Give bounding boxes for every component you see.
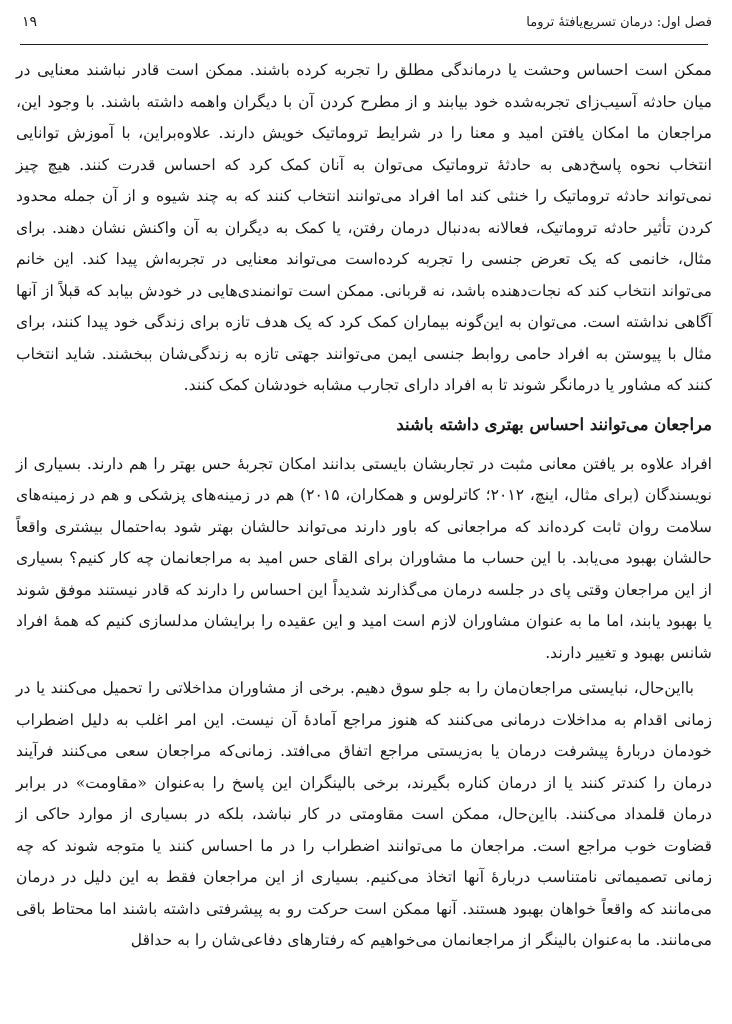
section-heading: مراجعان می‌توانند احساس بهتری داشته باشند [396,414,712,434]
page-number: ۱۹ [22,14,38,30]
running-title: فصل اول: درمان تسریع‌یافتهٔ تروما [526,14,712,30]
running-head [22,8,712,36]
body-text [16,55,712,957]
paragraph-1: ممکن است احساس وحشت یا درماندگی مطلق را تجربه کرده باشند. ممکن است قادر نباشند معنایی در میان حادثه آسیب‌زای تجربه‌شده خود بیابند و از مطرح کردن آن با دیگران واهمه داشته باشند. با وجود این، مراجعان ما امکان یافتن امید و معنا را در شرایط تروماتیک خویش دارند. علاوه‌براین، با آموزش توانایی انتخاب نحوه پاسخ‌دهی به حادثهٔ تروماتیک می‌توان به آنان کمک کرد که احساس قدرت کنند. هیچ چیز نمی‌تواند حادثه تروماتیک را خنثی کند اما افراد می‌توانند انتخاب کنند که به چند شیوه و از آن جمله محدود کردن تأثیر حادثه تروماتیک، فعالانه به‌دنبال درمان رفتن، یا کمک به دیگران به آن واکنش نشان دهند. برای مثال، خانمی که یک تعرض جنسی را تجربه کرده‌است می‌تواند معنایی در تجربه‌اش پیدا کند. این خانم می‌تواند انتخاب کند که نجات‌دهنده باشد، نه قربانی. ممکن است توانمندی‌هایی در خودش بیابد که قبلاً از آنها آگاهی نداشته است. می‌توان به این‌گونه بیماران کمک کرد که یک هدف تازه برای زندگی خود پیدا کنند، برای مثال با پیوستن به افراد حامی روابط جنسی ایمن می‌توانند جهتی تازه به زندگی‌شان ببخشند. شاید انتخاب کنند که مشاور یا درمانگر شوند تا به افراد دارای تجارب مشابه خودشان کمک کنند. [16,61,712,394]
paragraph-2: افراد علاوه بر یافتن معانی مثبت در تجاربشان بایستی بدانند امکان تجربهٔ حس بهتر را هم دارند. بسیاری از نویسندگان (برای مثال، اینچ، ۲۰۱۲؛ کاترلوس و همکاران، ۲۰۱۵) هم در زمینه‌های پزشکی و هم در زمینه‌های سلامت روان ثابت کرده‌اند که مراجعانی که باور دارند می‌تواند حالشان بهتر شود به‌احتمال بیشتری واقعاً حالشان بهبود می‌یابد. با این حساب ما مشاوران برای القای حس امید به مراجعانمان چه کار کنیم؟ بسیاری از این مراجعان وقتی پای در جلسه درمان می‌گذارند شدیداً این احساس را دارند که قادر نیستند موفق شوند یا بهبود یابند، اما ما به عنوان مشاوران لازم است امید و این عقیده را برایشان مدلسازی کنیم که همهٔ افراد شانس بهبود و تغییر دارند. [16,454,712,662]
paragraph-3: بااین‌حال، نبایستی مراجعان‌مان را به جلو سوق دهیم. برخی از مشاوران مداخلاتی را تحمیل می‌کنند یا در زمانی اقدام به مداخلات درمانی می‌کنند که هنوز مراجع آمادهٔ آن نیست. این امر اغلب به دلیل اضطراب خودمان دربارهٔ پیشرفت درمان یا به‌زیستی مراجع اتفاق می‌افتد. زمانی‌که مراجعان سعی می‌کنند فرآیند درمان را کندتر کنند یا از درمان کناره بگیرند، برخی بالینگران این پاسخ را به‌عنوان «مقاومت» در برابر درمان قلمداد می‌کنند. بااین‌حال، ممکن است مقاومتی در کار نباشد، بلکه در بسیاری از موارد حاکی از قضاوت خوب مراجع است. مراجعان ما می‌توانند اضطراب را در ما احساس کنند یا متوجه شوند که چه زمانی تصمیماتی نامتناسب دربارهٔ آنها اتخاذ می‌کنیم. بسیاری از این مراجعان فقط به این دلیل در درمان می‌مانند که واقعاً خواهان بهبود هستند. آنها ممکن است حرکت رو به پیشرفتی داشته باشند اما محتاط باقی می‌مانند. ما به‌عنوان بالینگر از مراجعانمان می‌خواهیم که رفتارهای دفاعی‌شان را به حداقل [16,679,712,949]
header-rule [20,44,708,45]
